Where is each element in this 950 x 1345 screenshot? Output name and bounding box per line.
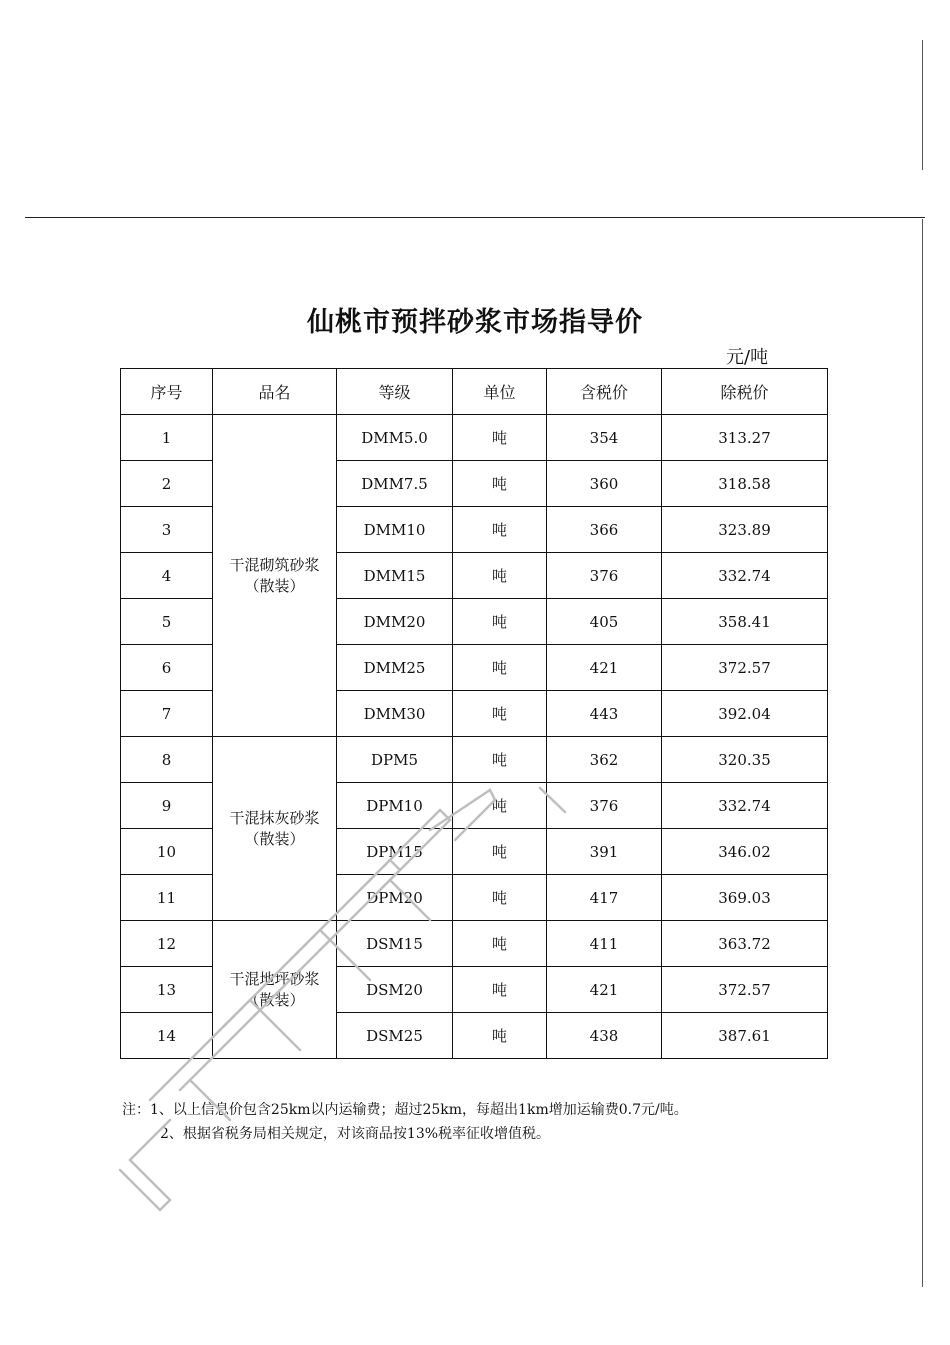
- price-with-tax-cell: 411: [547, 921, 662, 967]
- unit-cell: 吨: [453, 783, 547, 829]
- table-row: [121, 415, 828, 461]
- grade-cell: DMM25: [337, 645, 453, 691]
- product-name-cell: [213, 921, 337, 1059]
- price-without-tax-cell: 320.35: [662, 737, 828, 783]
- grade-cell: DPM20: [337, 875, 453, 921]
- grade-cell: DSM20: [337, 967, 453, 1013]
- grade-cell: DMM10: [337, 507, 453, 553]
- unit-cell: 吨: [453, 875, 547, 921]
- price-without-tax-cell: 372.57: [662, 645, 828, 691]
- unit-cell: 吨: [453, 921, 547, 967]
- row-number-cell: 9: [121, 783, 213, 829]
- header-cell: 含税价: [547, 369, 662, 415]
- unit-label: 元/吨: [726, 347, 769, 368]
- price-without-tax-cell: 332.74: [662, 553, 828, 599]
- page-divider: [25, 217, 925, 218]
- unit-cell: 吨: [453, 461, 547, 507]
- price-with-tax-cell: 376: [547, 553, 662, 599]
- row-number-cell: 4: [121, 553, 213, 599]
- row-number-cell: 2: [121, 461, 213, 507]
- row-number-cell: 14: [121, 1013, 213, 1059]
- grade-cell: DSM15: [337, 921, 453, 967]
- price-with-tax-cell: 360: [547, 461, 662, 507]
- price-without-tax-cell: 332.74: [662, 783, 828, 829]
- right-margin-line-bottom: [922, 219, 923, 1287]
- row-number-cell: 12: [121, 921, 213, 967]
- price-without-tax-cell: 387.61: [662, 1013, 828, 1059]
- product-package-line: （散装）: [244, 990, 305, 1009]
- price-without-tax-cell: 346.02: [662, 829, 828, 875]
- grade-cell: DPM15: [337, 829, 453, 875]
- grade-cell: DMM15: [337, 553, 453, 599]
- row-number-cell: 10: [121, 829, 213, 875]
- price-without-tax-cell: 318.58: [662, 461, 828, 507]
- header-cell: 除税价: [662, 369, 828, 415]
- product-name-cell: [213, 737, 337, 921]
- table-body: [121, 415, 828, 1059]
- unit-cell: 吨: [453, 507, 547, 553]
- header-cell: 等级: [337, 369, 453, 415]
- grade-cell: DSM25: [337, 1013, 453, 1059]
- note-line: 注：1、以上信息价包含25km以内运输费；超过25km，每超出1km增加运输费0.7元/吨。: [122, 1102, 688, 1118]
- price-without-tax-cell: 358.41: [662, 599, 828, 645]
- note-line: 2、根据省税务局相关规定，对该商品按13%税率征收增值税。: [160, 1126, 551, 1142]
- unit-cell: 吨: [453, 737, 547, 783]
- price-with-tax-cell: 405: [547, 599, 662, 645]
- product-name-line: 干混地坪砂浆: [229, 969, 320, 988]
- product-name-line: 干混抹灰砂浆: [229, 808, 320, 827]
- product-package-line: （散装）: [244, 576, 305, 595]
- price-with-tax-cell: 421: [547, 645, 662, 691]
- grade-cell: DPM5: [337, 737, 453, 783]
- header-cell: 单位: [453, 369, 547, 415]
- page-title: 仙桃市预拌砂浆市场指导价: [307, 307, 643, 338]
- table-row: [121, 921, 828, 967]
- row-number-cell: 3: [121, 507, 213, 553]
- unit-cell: 吨: [453, 599, 547, 645]
- row-number-cell: 13: [121, 967, 213, 1013]
- grade-cell: DMM30: [337, 691, 453, 737]
- unit-cell: 吨: [453, 553, 547, 599]
- table-header-row: [121, 369, 828, 415]
- unit-cell: 吨: [453, 645, 547, 691]
- price-without-tax-cell: 372.57: [662, 967, 828, 1013]
- unit-cell: 吨: [453, 415, 547, 461]
- grade-cell: DPM10: [337, 783, 453, 829]
- price-table: [120, 368, 828, 1059]
- unit-cell: 吨: [453, 691, 547, 737]
- product-name-cell: [213, 415, 337, 737]
- unit-cell: 吨: [453, 1013, 547, 1059]
- price-with-tax-cell: 354: [547, 415, 662, 461]
- price-with-tax-cell: 443: [547, 691, 662, 737]
- price-without-tax-cell: 392.04: [662, 691, 828, 737]
- price-without-tax-cell: 369.03: [662, 875, 828, 921]
- row-number-cell: 7: [121, 691, 213, 737]
- product-package-line: （散装）: [244, 829, 305, 848]
- row-number-cell: 1: [121, 415, 213, 461]
- notes: [122, 1098, 688, 1146]
- table-row: [121, 737, 828, 783]
- price-with-tax-cell: 366: [547, 507, 662, 553]
- price-without-tax-cell: 363.72: [662, 921, 828, 967]
- price-without-tax-cell: 313.27: [662, 415, 828, 461]
- unit-cell: 吨: [453, 829, 547, 875]
- unit-cell: 吨: [453, 967, 547, 1013]
- price-with-tax-cell: 438: [547, 1013, 662, 1059]
- grade-cell: DMM5.0: [337, 415, 453, 461]
- grade-cell: DMM20: [337, 599, 453, 645]
- header-cell: 序号: [121, 369, 213, 415]
- price-with-tax-cell: 362: [547, 737, 662, 783]
- product-name-line: 干混砌筑砂浆: [229, 555, 320, 574]
- row-number-cell: 11: [121, 875, 213, 921]
- grade-cell: DMM7.5: [337, 461, 453, 507]
- price-with-tax-cell: 376: [547, 783, 662, 829]
- price-with-tax-cell: 391: [547, 829, 662, 875]
- header-cell: 品名: [213, 369, 337, 415]
- right-margin-line-top: [922, 40, 923, 170]
- row-number-cell: 6: [121, 645, 213, 691]
- price-without-tax-cell: 323.89: [662, 507, 828, 553]
- row-number-cell: 8: [121, 737, 213, 783]
- price-with-tax-cell: 417: [547, 875, 662, 921]
- price-with-tax-cell: 421: [547, 967, 662, 1013]
- row-number-cell: 5: [121, 599, 213, 645]
